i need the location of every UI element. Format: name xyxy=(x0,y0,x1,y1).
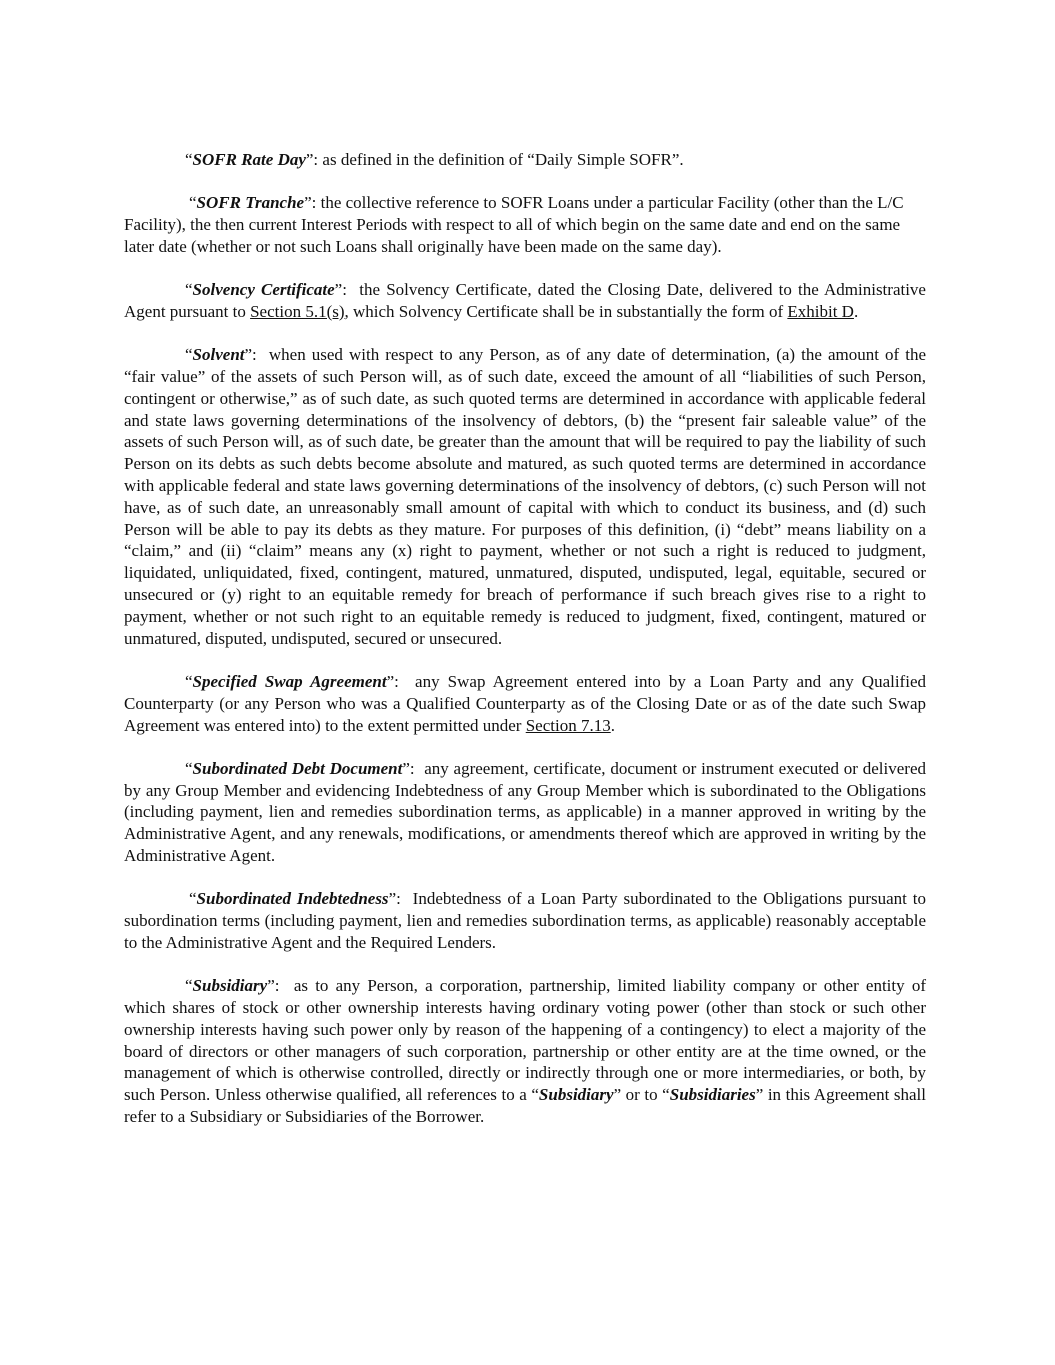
defined-term: Subordinated Debt Document xyxy=(192,758,403,778)
definition-subordinated-indebtedness: “Subordinated Indebtedness”: Indebtedness of a Loan Party subordinated to the Obligations pursuant to subordination terms (including payment, lien and remedies subordination terms, as applicable) reasonably acceptable to the Administrative Agent and the Required Lenders. xyxy=(124,889,926,952)
inline-defined-term: Subsidiary xyxy=(538,1085,614,1105)
definition-text: any Swap Agreement entered into by a Loan Party and any Qualified Counterparty (or any Person who was a Qualified Counterparty as of the Closing Date or as of the date such Swap Agreement was entered into) to the extent permitted under xyxy=(124,671,926,735)
definition-text: any agreement, certificate, document or instrument executed or delivered by any Group Member and evidencing Indebtedness of any Group Member which is subordinated to the Obligations (including payment, lien and remedies subordination terms, as applicable) in a manner approved in writing by the Administrative Agent, and any renewals, modifications, or amendments thereof which are approved in writing by the Administrative Agent. xyxy=(124,758,926,866)
definition-text: , which Solvency Certificate shall be in substantially the form of xyxy=(344,301,788,321)
definition-text: ” or to “ xyxy=(613,1085,670,1105)
definition-solvency-certificate: “Solvency Certificate”: the Solvency Certificate, dated the Closing Date, delivered to the Administrative Agent pursuant to Section 5.1(s), which Solvency Certificate shall be in substantially the form of Exhibit D. xyxy=(124,280,926,321)
document-page xyxy=(124,149,926,1149)
definition-specified-swap-agreement: “Specified Swap Agreement”: any Swap Agreement entered into by a Loan Party and any Qualified Counterparty (or any Person who was a Qualified Counterparty as of the Closing Date or as of the date such Swap Agreement was entered into) to the extent permitted under Section 7.13. xyxy=(124,671,926,735)
defined-term: Specified Swap Agreement xyxy=(192,671,387,691)
definition-solvent: “Solvent”: when used with respect to any Person, as of any date of determination, (a) the amount of the “fair value” of the assets of such Person will, as of such date, exceed the amount of all “liabilities of such Person, contingent or otherwise,” as of such date, as such quoted terms are determined in accordance with applicable federal and state laws governing determinations of the insolvency of debtors, (b) the “present fair saleable value” of the assets of such Person will, as of such date, be greater than the amount that will be required to pay the liability of such Person on its debts as such debts become absolute and matured, as such quoted terms are determined in accordance with applicable federal and state laws governing determinations of the insolvency of debtors, (c) such Person will not have, as of such date, an unreasonably small amount of capital with which to conduct its business, and (d) such Person will be able to pay its debts as they mature. For purposes of this definition, (i) “debt” means liability on a “claim,” and (ii) “claim” means any (x) right to payment, whether or not such a right is reduced to judgment, liquidated, unliquidated, fixed, contingent, matured, unmatured, disputed, undisputed, legal, equitable, secured or unsecured or (y) right to an equitable remedy for breach of performance if such breach gives rise to a right to payment, whether or not such right to an equitable remedy is reduced to judgment, fixed, contingent, matured or unmatured, disputed, undisputed, secured or unsecured. xyxy=(124,345,927,648)
defined-term: Subsidiary xyxy=(192,976,268,996)
definition-text: when used with respect to any Person, as of any date of determination, (a) the amount of the “fair value” of the assets of such Person will, as of such date, exceed the amount of all “liabilities of such Person, contingent or otherwise,” as of such date, as such quoted terms are determined in accordance with applicable federal and state laws governing determinations of the insolvency of debtors, (b) the “present fair saleable value” of the assets of such Person will, as of such date, be greater than the amount that will be required to pay the liability of such Person on its debts as such debts become absolute and matured, as such quoted terms are determined in accordance with applicable federal and state laws governing determinations of the insolvency of debtors, (c) such Person will not have, as of such date, an unreasonably small amount of capital with which to conduct its business, and (d) such Person will be able to pay its debts as they mature. For purposes of this definition, (i) “debt” means liability on a “claim,” and (ii) “claim” means any (x) right to payment, whether or not such a right is reduced to judgment, liquidated, unliquidated, fixed, contingent, matured, unmatured, disputed, undisputed, legal, equitable, secured or unsecured or (y) right to an equitable remedy for breach of performance if such breach gives rise to a right to payment, whether or not such right to an equitable remedy is reduced to judgment, fixed, contingent, matured or unmatured, disputed, undisputed, secured or unsecured. xyxy=(124,345,927,648)
definition-text: . xyxy=(853,301,859,321)
defined-term: Solvency Certificate xyxy=(192,280,335,300)
defined-term: Solvent xyxy=(192,345,245,365)
section-reference-link[interactable]: Section 7.13 xyxy=(525,715,611,735)
defined-term: Subordinated Indebtedness xyxy=(196,889,389,909)
definition-text: ” in this Agreement shall refer to a Subsidiary or Subsidiaries of the Borrower. xyxy=(124,1085,926,1126)
definition-sofr-rate-day: “SOFR Rate Day”: as defined in the definition of “Daily Simple SOFR”. xyxy=(185,150,684,169)
definition-text: as defined in the definition of “Daily Simple SOFR”. xyxy=(322,150,684,169)
definition-text: the collective reference to SOFR Loans under a particular Facility (other than the L/C Facility), the then current Interest Periods with respect to all of which begin on the same date and end on the same later date (whether or not such Loans shall originally have been made on the same day). xyxy=(124,193,904,256)
defined-term: SOFR Tranche xyxy=(196,193,305,213)
definition-subsidiary: “Subsidiary”: as to any Person, a corporation, partnership, limited liability company or other entity of which shares of stock or other ownership interests having ordinary voting power (other than stock or such other ownership interests having such power only by reason of the happening of a contingency) to elect a majority of the board of directors or other managers of such corporation, partnership or other entity are at the time owned, or the management of which is otherwise controlled, directly or indirectly through one or more intermediaries, or both, by such Person. Unless otherwise qualified, all references to a “Subsidiary” or to “Subsidiaries” in this Agreement shall refer to a Subsidiary or Subsidiaries of the Borrower. xyxy=(124,976,926,1126)
exhibit-reference-link[interactable]: Exhibit D xyxy=(787,301,854,321)
definition-text: the Solvency Certificate, dated the Closing Date, delivered to the Administrative Agent pursuant to xyxy=(124,280,926,321)
definition-subordinated-debt-document: “Subordinated Debt Document”: any agreement, certificate, document or instrument executed or delivered by any Group Member and evidencing Indebtedness of any Group Member which is subordinated to the Obligations (including payment, lien and remedies subordination terms, as applicable) in a manner approved in writing by the Administrative Agent, and any renewals, modifications, or amendments thereof which are approved in writing by the Administrative Agent. xyxy=(124,758,926,866)
section-reference-link[interactable]: Section 5.1(s) xyxy=(250,301,345,321)
definition-sofr-tranche: “SOFR Tranche”: the collective reference to SOFR Loans under a particular Facility (other than the L/C Facility), the then current Interest Periods with respect to all of which begin on the same date and end on the same later date (whether or not such Loans shall originally have been made on the same day). xyxy=(124,193,904,256)
definition-text: as to any Person, a corporation, partnership, limited liability company or other entity of which shares of stock or other ownership interests having ordinary voting power (other than stock or such other ownership interests having such power only by reason of the happening of a contingency) to elect a majority of the board of directors or other managers of such corporation, partnership or other entity are at the time owned, or the management of which is otherwise controlled, directly or indirectly through one or more intermediaries, or both, by such Person. Unless otherwise qualified, all references to a “ xyxy=(124,976,926,1105)
defined-term: SOFR Rate Day xyxy=(192,150,306,169)
definition-text: . xyxy=(610,715,615,735)
definition-text: Indebtedness of a Loan Party subordinated to the Obligations pursuant to subordination terms (including payment, lien and remedies subordination terms, as applicable) reasonably acceptable to the Administrative Agent and the Required Lenders. xyxy=(124,889,926,952)
inline-defined-term: Subsidiaries xyxy=(669,1085,756,1105)
